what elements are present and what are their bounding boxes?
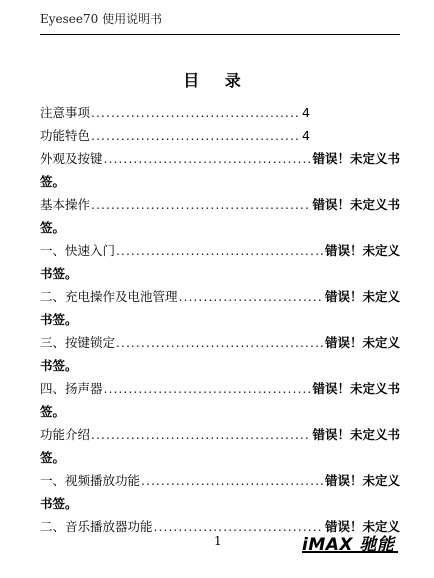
dot-leader xyxy=(116,331,324,354)
toc-entry-error-ref: 错误！未定义 xyxy=(324,519,400,534)
dot-leader xyxy=(91,124,301,147)
toc-entry[interactable] xyxy=(40,285,400,331)
toc-entry-label: 基本操作 xyxy=(40,197,91,212)
dot-leader xyxy=(91,193,311,216)
toc-entry-label: 二、音乐播放器功能 xyxy=(40,519,153,534)
toc-entry-label: 三、按键锁定 xyxy=(40,335,116,350)
toc-entry-label: 功能特色 xyxy=(40,128,91,143)
dot-leader xyxy=(141,469,324,492)
toc-entry-error-continuation: 书签。 xyxy=(40,266,78,281)
dot-leader xyxy=(179,285,324,308)
toc-entry-error-continuation: 书签。 xyxy=(40,312,78,327)
toc-entry-page: 4 xyxy=(302,128,310,143)
toc-entry-error-continuation: 签。 xyxy=(40,450,66,465)
dot-leader xyxy=(91,101,301,124)
toc-entry-label: 一、快速入门 xyxy=(40,243,116,258)
toc-entry-error-continuation: 签。 xyxy=(40,174,66,189)
toc-entry-error-continuation: 签。 xyxy=(40,404,66,419)
toc-entry-error-ref: 错误！未定义书 xyxy=(312,151,400,166)
toc-entry-error-ref: 错误！未定义 xyxy=(324,243,400,258)
toc-entry-error-ref: 错误！未定义 xyxy=(324,289,400,304)
dot-leader xyxy=(154,515,324,538)
toc-entry[interactable] xyxy=(40,193,400,239)
running-header: Eyesee70 使用说明书 xyxy=(40,12,163,26)
logo-underline xyxy=(302,551,398,553)
toc-entry[interactable] xyxy=(40,101,400,124)
page-number: 1 xyxy=(214,534,222,548)
toc-entry[interactable] xyxy=(40,331,400,377)
toc-entry[interactable] xyxy=(40,147,400,193)
imax-logo: iMAX 驰能 xyxy=(302,535,395,555)
toc-entry-label: 功能介绍 xyxy=(40,427,91,442)
toc-entry-error-ref: 错误！未定义书 xyxy=(312,427,400,442)
toc-entry-error-ref: 错误！未定义 xyxy=(324,473,400,488)
toc-entry-label: 外观及按键 xyxy=(40,151,103,166)
toc-entry-page: 4 xyxy=(302,105,310,120)
toc-entry-label: 一、视频播放功能 xyxy=(40,473,141,488)
toc-title: 目 录 xyxy=(183,71,251,90)
toc-entry-error-continuation: 书签。 xyxy=(40,496,78,511)
toc-entry[interactable] xyxy=(40,239,400,285)
toc-entry-error-ref: 错误！未定义书 xyxy=(312,197,400,212)
dot-leader xyxy=(104,147,312,170)
toc-entry[interactable] xyxy=(40,423,400,469)
toc-entry-error-ref: 错误！未定义书 xyxy=(312,381,400,396)
dot-leader xyxy=(104,377,312,400)
toc-entry-error-ref: 错误！未定义 xyxy=(324,335,400,350)
dot-leader xyxy=(116,239,324,262)
toc-entry[interactable] xyxy=(40,377,400,423)
toc-entry[interactable] xyxy=(40,469,400,515)
header-divider xyxy=(40,34,400,35)
toc-entry-error-continuation: 书签。 xyxy=(40,358,78,373)
toc-entry-label: 四、扬声器 xyxy=(40,381,103,396)
dot-leader xyxy=(91,423,311,446)
toc-entry-label: 注意事项 xyxy=(40,105,91,120)
table-of-contents xyxy=(40,101,400,538)
toc-entry-error-continuation: 签。 xyxy=(40,220,66,235)
toc-entry[interactable] xyxy=(40,124,400,147)
toc-entry-label: 二、充电操作及电池管理 xyxy=(40,289,178,304)
